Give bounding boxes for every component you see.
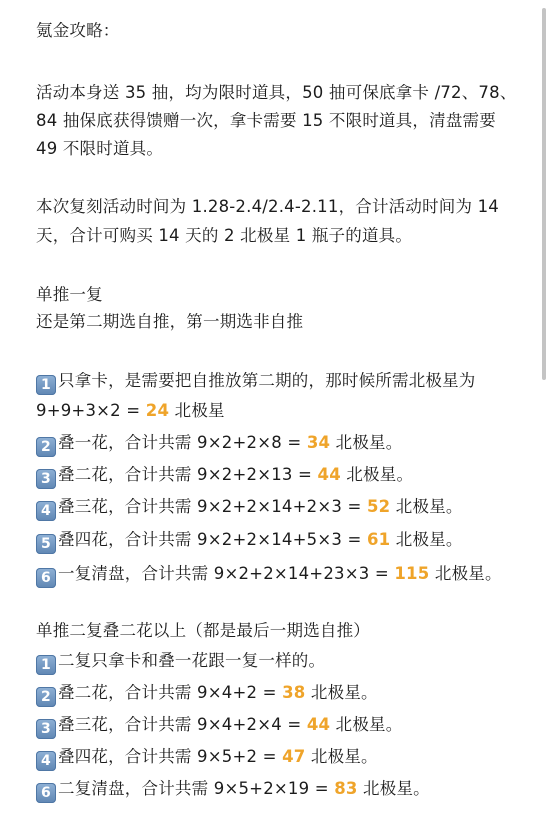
list-item xyxy=(36,496,463,521)
keycap-1-icon: 1 xyxy=(36,655,56,675)
item-text: 二复清盘，合计共需 9×5+2×19 = xyxy=(58,779,335,798)
page-title: 氪金攻略： xyxy=(36,21,120,40)
item-unit: 北极星 xyxy=(169,401,225,420)
period-line-2: 天，合计可购买 14 天的 2 北极星 1 瓶子的道具。 xyxy=(36,226,413,245)
list-item xyxy=(36,714,402,739)
list-item xyxy=(36,432,402,457)
keycap-3-icon: 3 xyxy=(36,469,56,489)
item-unit: 北极星。 xyxy=(330,715,403,734)
list-item xyxy=(36,529,463,554)
item-value: 38 xyxy=(282,683,306,702)
item-value: 44 xyxy=(306,715,331,734)
item-value: 52 xyxy=(366,497,391,516)
list-item xyxy=(36,778,430,803)
period-line-1: 本次复刻活动时间为 1.28-2.4/2.4-2.11，合计活动时间为 14 xyxy=(36,197,500,216)
item-unit: 北极星。 xyxy=(330,433,403,452)
list-item xyxy=(36,682,378,707)
list-item xyxy=(36,370,476,395)
item-value: 83 xyxy=(334,779,358,798)
item-text: 叠一花，合计共需 9×2+2×8 = xyxy=(58,433,307,452)
list-item-continuation xyxy=(36,400,225,422)
item-unit: 北极星。 xyxy=(357,779,430,798)
section1-subheading: 还是第二期选自推，第一期选非自推 xyxy=(36,312,304,331)
item-value: 24 xyxy=(145,401,170,420)
item-value: 61 xyxy=(366,530,391,549)
keycap-5-icon: 5 xyxy=(36,534,56,554)
keycap-6-icon: 6 xyxy=(36,568,56,588)
item-text: 叠四花，合计共需 9×5+2 = xyxy=(58,747,283,766)
item-text: 一复清盘，合计共需 9×2+2×14+23×3 = xyxy=(58,564,395,583)
list-item xyxy=(36,563,502,588)
item-unit: 北极星。 xyxy=(390,530,463,549)
item-unit: 北极星。 xyxy=(305,747,378,766)
keycap-4-icon: 4 xyxy=(36,751,56,771)
keycap-2-icon: 2 xyxy=(36,437,56,457)
item-value: 34 xyxy=(306,433,331,452)
keycap-6-icon: 6 xyxy=(36,783,56,803)
item-value: 47 xyxy=(282,747,306,766)
list-item xyxy=(36,464,413,489)
intro-line-1: 活动本身送 35 抽，均为限时道具，50 抽可保底拿卡 /72、78、 xyxy=(36,83,517,102)
vertical-scrollbar[interactable] xyxy=(542,8,546,380)
keycap-4-icon: 4 xyxy=(36,501,56,521)
intro-line-3: 49 不限时道具。 xyxy=(36,139,164,158)
list-item xyxy=(36,746,378,771)
item-unit: 北极星。 xyxy=(429,564,502,583)
list-item xyxy=(36,650,325,675)
item-text: 叠二花，合计共需 9×4+2 = xyxy=(58,683,283,702)
item-text: 只拿卡，是需要把自推放第二期的，那时候所需北极星为 xyxy=(58,371,476,390)
item-value: 44 xyxy=(317,465,341,484)
item-formula: 9+9+3×2 = xyxy=(36,401,146,420)
item-text: 叠二花，合计共需 9×2+2×13 = xyxy=(58,465,318,484)
section2-heading: 单推二复叠二花以上（都是最后一期选自推） xyxy=(36,621,370,640)
item-text: 二复只拿卡和叠一花跟一复一样的。 xyxy=(58,651,326,670)
item-text: 叠三花，合计共需 9×2+2×14+2×3 = xyxy=(58,497,367,516)
item-unit: 北极星。 xyxy=(390,497,463,516)
item-text: 叠三花，合计共需 9×4+2×4 = xyxy=(58,715,307,734)
keycap-2-icon: 2 xyxy=(36,687,56,707)
item-unit: 北极星。 xyxy=(305,683,378,702)
keycap-1-icon: 1 xyxy=(36,375,56,395)
keycap-3-icon: 3 xyxy=(36,719,56,739)
item-unit: 北极星。 xyxy=(340,465,414,484)
intro-line-2: 84 抽保底获得馈赠一次，拿卡需要 15 不限时道具，清盘需要 xyxy=(36,111,496,130)
section1-heading: 单推一复 xyxy=(36,285,103,304)
item-text: 叠四花，合计共需 9×2+2×14+5×3 = xyxy=(58,530,367,549)
item-value: 115 xyxy=(394,564,430,583)
